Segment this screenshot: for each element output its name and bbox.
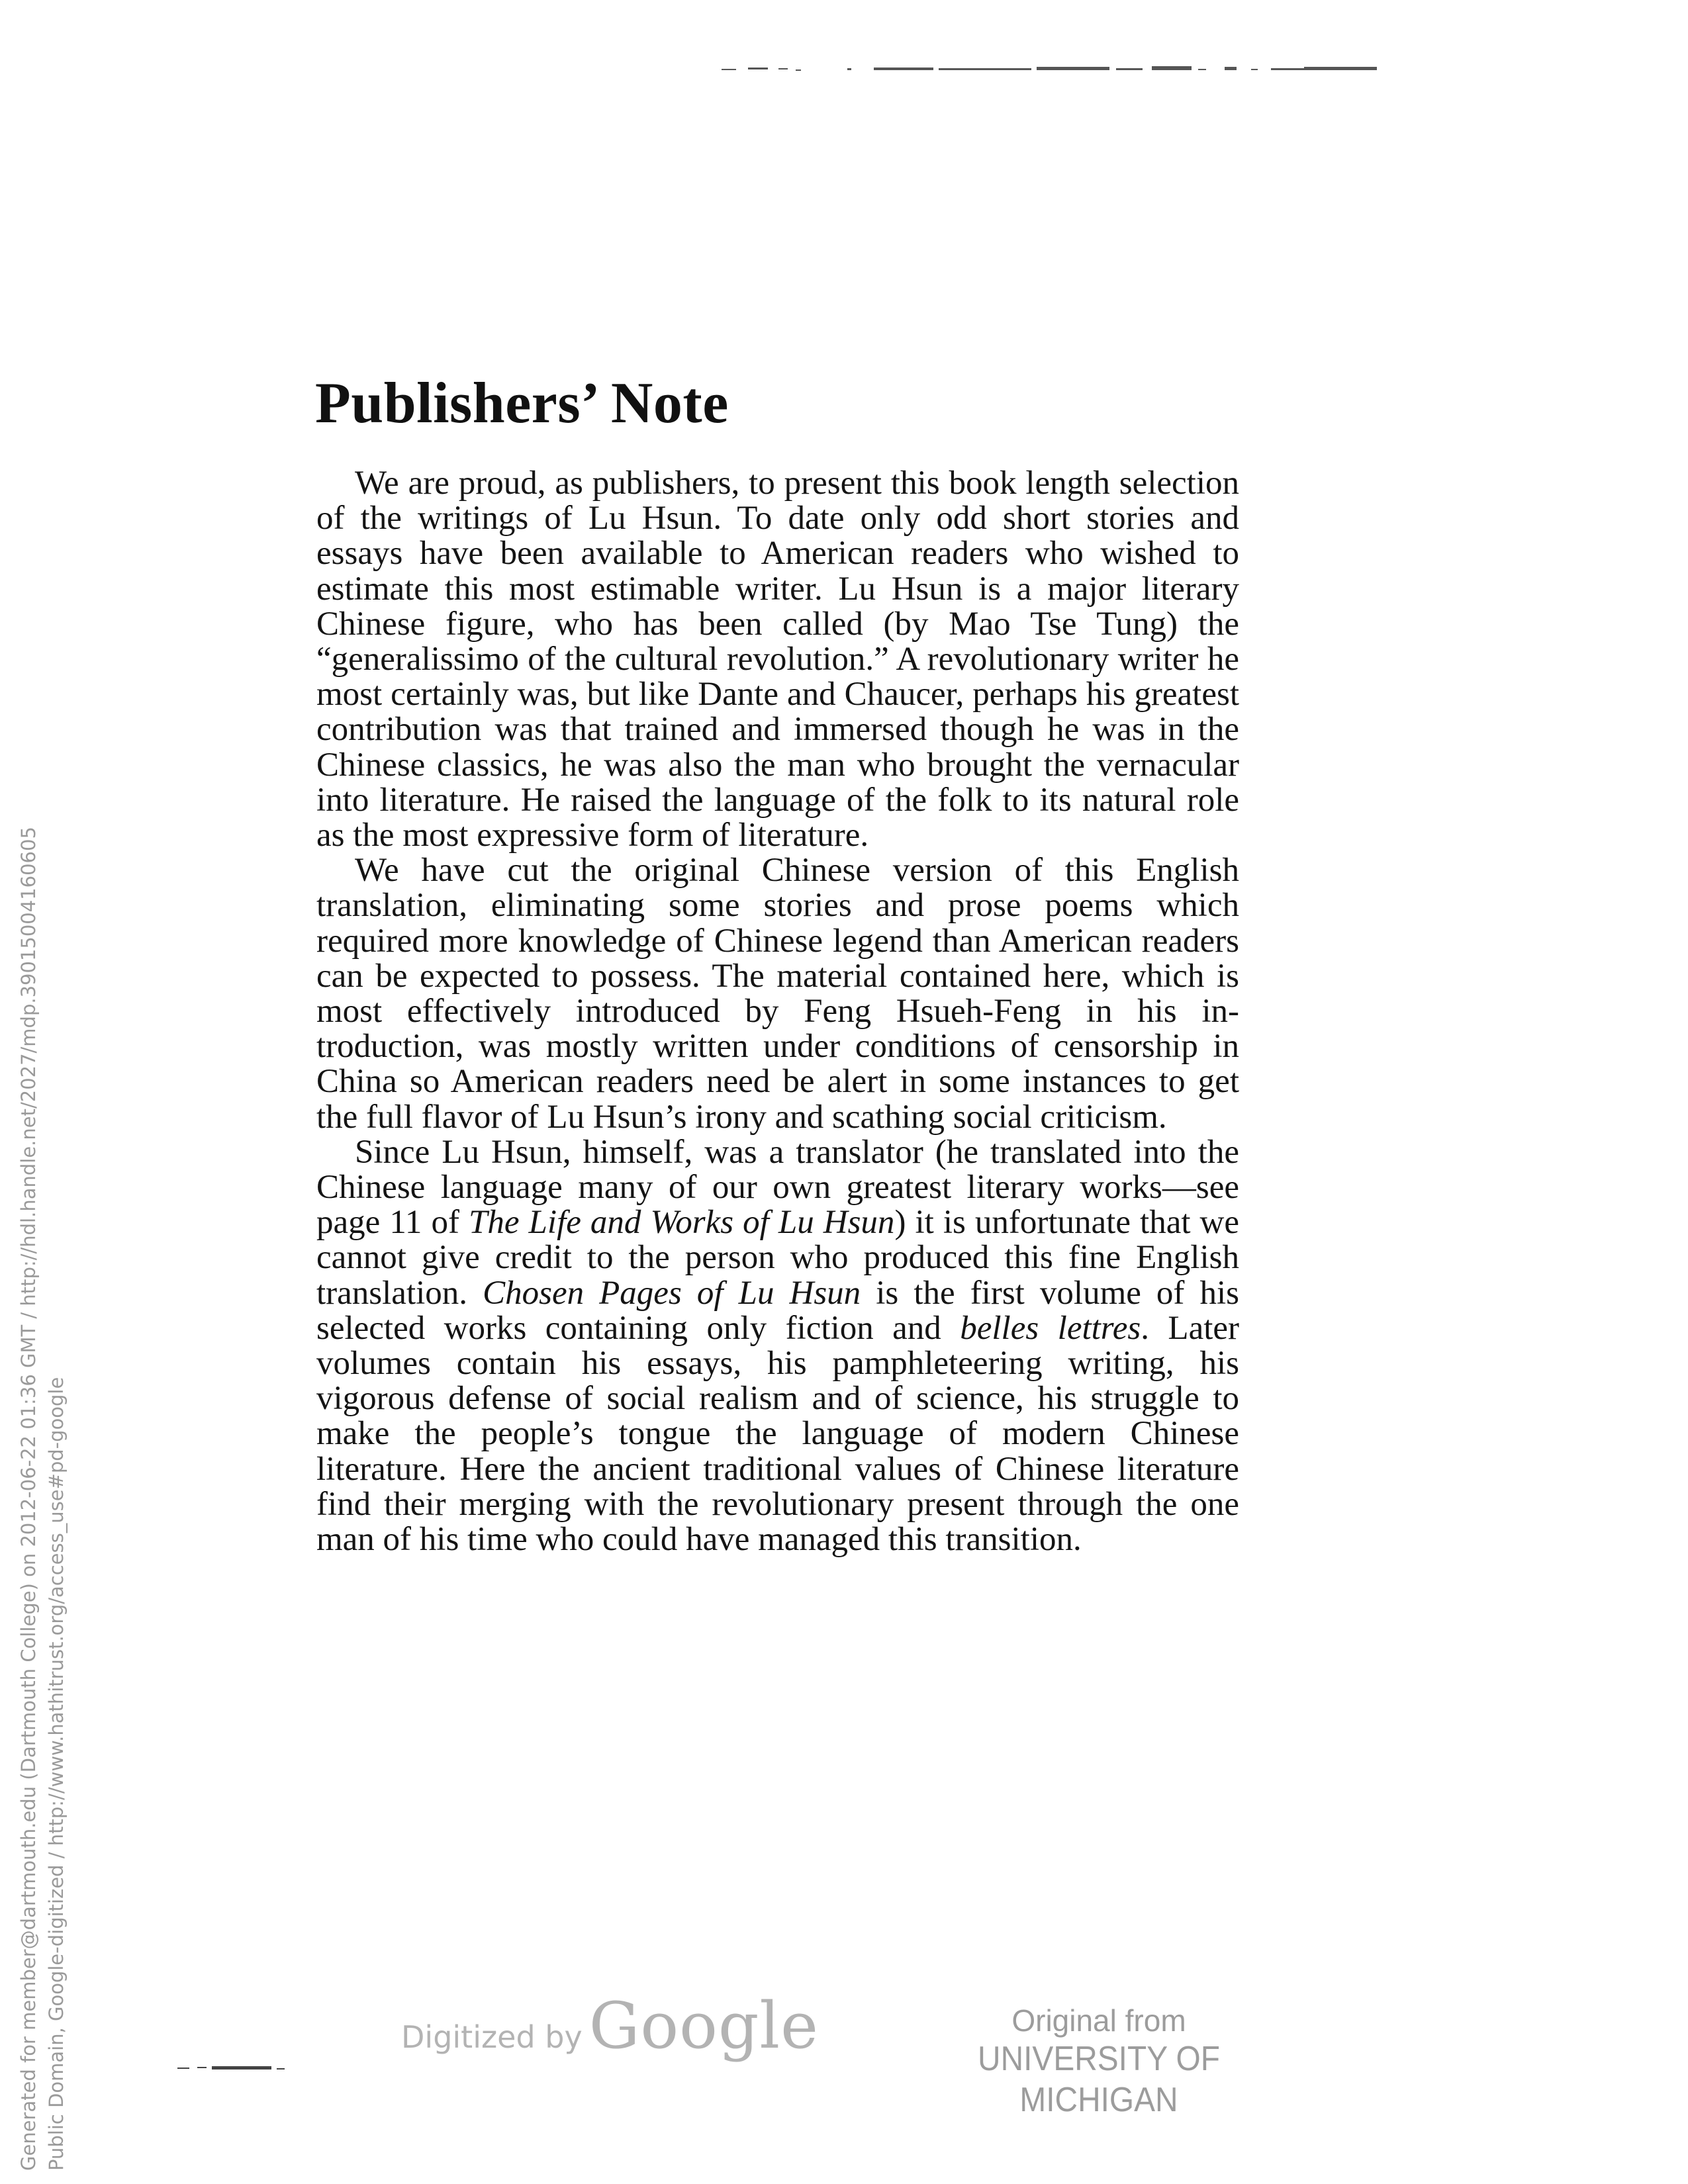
- paragraph-2: We have cut the original Chinese version of this English translation, eliminating some stories and prose poems which required more knowledge of Chinese legend than American readers can be expected to possess. The material contained here, which is most effectively introduced by Feng Hsueh-Feng in his introduction, was mostly written under conditions of censorship in China so American readers need be alert in some instances to get the full flavor of Lu Hsun’s irony and scathing social criticism.: [316, 852, 1239, 1136]
- italic-title: belles lettres: [960, 1309, 1141, 1347]
- italic-title: Chosen Pages of Lu Hsun: [483, 1274, 861, 1312]
- italic-title: The Life and Works of Lu Hsun: [469, 1204, 895, 1242]
- original-from-label: Original from: [1011, 2003, 1186, 2038]
- paragraph-3: Since Lu Hsun, himself, was a translator (he translated into the Chinese language many of our own greatest literary works—see page 11 of The Life and Works of Lu Hsun) it is unfortunate that we cannot give credit to the person who produced this fine English translation. Chosen Pages of Lu Hsun is the first volume of his selected works containing only fiction and belles lettres. Later volumes contain his essays, his pamphleteering writing, his vigorous defense of social realism and of science, his struggle to make the people’s tongue the language of modern Chinese literature. Here the ancient traditional values of Chinese literature find their merging with the revolutionary present through the one man of his time who could have managed this transition.: [316, 1133, 1240, 1559]
- watermark-line-1: Generated for member@dartmouth.edu (Dartmouth College) on 2012-06-22 01:36 GMT / http://hdl.handle.net/2027/mdp.39015004160605: [17, 827, 40, 2171]
- page-title: Publishers’ Note: [315, 371, 729, 435]
- original-from-block: [907, 2003, 1291, 2120]
- paragraph-1: We are proud, as publishers, to present this book length selection of the writings of Lu Hsun. To date only odd short stories and essays have been available to American readers who wished to estimate this most estimable writer. Lu Hsun is a major literary Chinese figure, who has been called (by Mao Tse Tung) the “generalissimo of the cultural revolution.” A revolutionary writer he most certainly was, but like Dante and Chaucer, perhaps his greatest contribution was that trained and immersed though he was in the Chinese classics, he was also the man who brought the vernacular into literature. He raised the language of the folk to its natural role as the most expressive form of literature.: [316, 465, 1239, 854]
- body-text: [316, 466, 1239, 1557]
- digitized-by-google: [401, 1989, 819, 2062]
- hathitrust-watermark: [15, 13, 87, 2171]
- google-logo: Google: [588, 1989, 819, 2063]
- institution-name: UNIVERSITY OF MICHIGAN: [978, 2040, 1220, 2119]
- scan-artifact-bottom: [177, 2064, 297, 2073]
- watermark-line-2: Public Domain, Google-digitized / http://www.hathitrust.org/access_use#pd-google: [45, 1377, 68, 2171]
- digitized-by-label: Digitized by: [401, 2019, 583, 2055]
- scan-artifact-top: [722, 64, 1383, 74]
